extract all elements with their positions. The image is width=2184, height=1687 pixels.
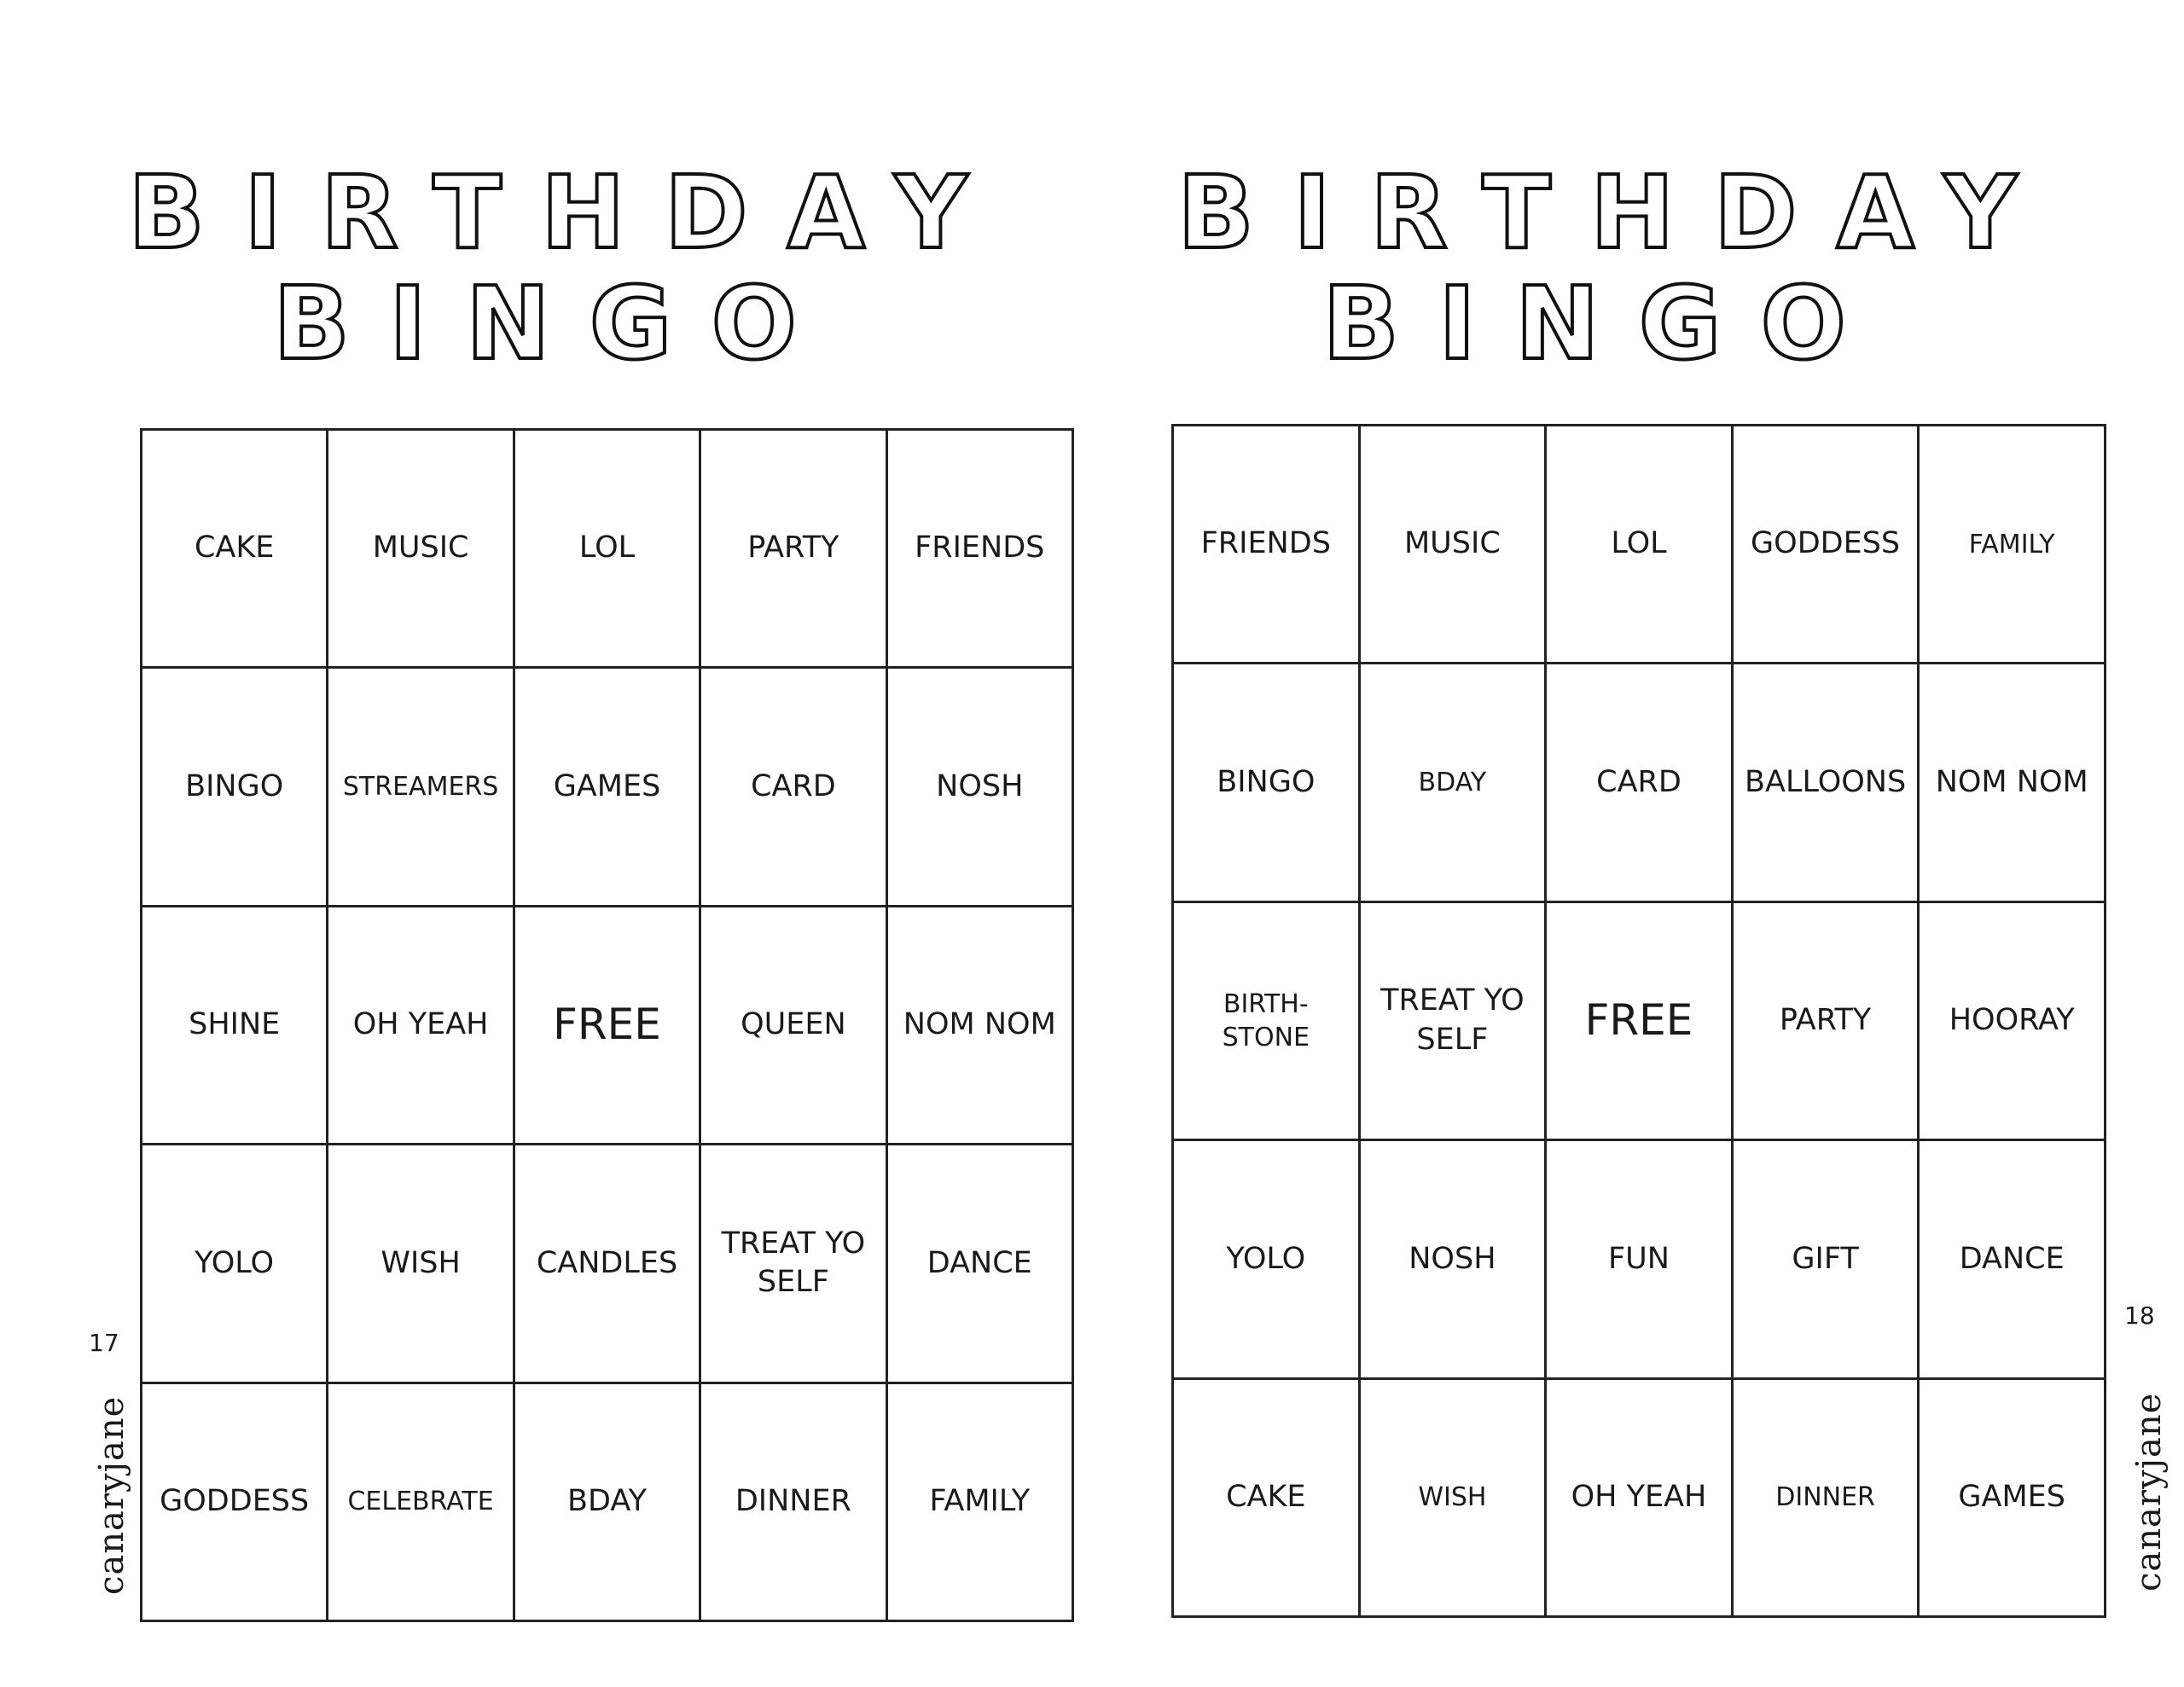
title-line-1: BIRTHDAY (128, 154, 1008, 271)
bingo-cell[interactable]: TREAT YO SELF (1361, 903, 1548, 1141)
bingo-cell[interactable]: BDAY (515, 1384, 701, 1622)
free-space-cell[interactable]: FREE (515, 907, 701, 1145)
bingo-cell[interactable]: BIRTH- STONE (1174, 903, 1361, 1141)
bingo-cell[interactable]: FAMILY (888, 1384, 1074, 1622)
title-line-2: BINGO (1322, 264, 1885, 382)
page-number: 18 (2124, 1301, 2155, 1330)
bingo-cell[interactable]: PARTY (701, 431, 887, 669)
bingo-cell[interactable]: CARD (1547, 664, 1734, 902)
page-title (128, 154, 1008, 382)
bingo-cell[interactable]: GAMES (515, 669, 701, 907)
bingo-cell[interactable]: STREAMERS (328, 669, 514, 907)
bingo-cell[interactable]: PARTY (1734, 903, 1920, 1141)
bingo-cell[interactable]: WISH (1361, 1380, 1548, 1618)
page-title (1177, 154, 2057, 382)
bingo-cell[interactable]: NOM NOM (888, 907, 1074, 1145)
bingo-cell[interactable]: CARD (701, 669, 887, 907)
bingo-cell[interactable]: NOSH (888, 669, 1074, 907)
bingo-cell[interactable]: FRIENDS (888, 431, 1074, 669)
brand-logo-text: canaryjane (92, 1395, 131, 1595)
bingo-cell[interactable]: WISH (328, 1145, 514, 1383)
bingo-cell[interactable]: FAMILY (1920, 426, 2106, 664)
bingo-cell[interactable]: CAKE (142, 431, 328, 669)
bingo-cell[interactable]: FRIENDS (1174, 426, 1361, 664)
bingo-cell[interactable]: CELEBRATE (328, 1384, 514, 1622)
bingo-cell[interactable]: LOL (515, 431, 701, 669)
title-line-1: BIRTHDAY (1177, 154, 2057, 271)
bingo-cell[interactable]: OH YEAH (328, 907, 514, 1145)
bingo-cell[interactable]: DINNER (1734, 1380, 1920, 1618)
bingo-cell[interactable]: DANCE (888, 1145, 1074, 1383)
bingo-cell[interactable]: CANDLES (515, 1145, 701, 1383)
bingo-cell[interactable]: GIFT (1734, 1141, 1920, 1379)
bingo-cell[interactable]: MUSIC (328, 431, 514, 669)
bingo-cell[interactable]: GAMES (1920, 1380, 2106, 1618)
bingo-cell[interactable]: HOORAY (1920, 903, 2106, 1141)
title-line-2: BINGO (273, 264, 836, 382)
brand-logo-text: canaryjane (2129, 1392, 2169, 1591)
bingo-cell[interactable]: NOM NOM (1920, 664, 2106, 902)
bingo-cell[interactable]: GODDESS (142, 1384, 328, 1622)
bingo-cell[interactable]: TREAT YO SELF (701, 1145, 887, 1383)
bingo-cell[interactable]: YOLO (1174, 1141, 1361, 1379)
bingo-cell[interactable]: BINGO (1174, 664, 1361, 902)
bingo-cell[interactable]: FUN (1547, 1141, 1734, 1379)
free-space-cell[interactable]: FREE (1547, 903, 1734, 1141)
bingo-cell[interactable]: BDAY (1361, 664, 1548, 902)
bingo-cell[interactable]: CAKE (1174, 1380, 1361, 1618)
bingo-cell[interactable]: OH YEAH (1547, 1380, 1734, 1618)
bingo-cell[interactable]: SHINE (142, 907, 328, 1145)
page-number: 17 (89, 1329, 119, 1357)
bingo-cell[interactable]: QUEEN (701, 907, 887, 1145)
bingo-cell[interactable]: YOLO (142, 1145, 328, 1383)
bingo-cell[interactable]: BINGO (142, 669, 328, 907)
bingo-cell[interactable]: GODDESS (1734, 426, 1920, 664)
bingo-cell[interactable]: BALLOONS (1734, 664, 1920, 902)
bingo-cell[interactable]: DINNER (701, 1384, 887, 1622)
bingo-grid (1171, 424, 2106, 1618)
bingo-cell[interactable]: NOSH (1361, 1141, 1548, 1379)
bingo-grid (140, 428, 1074, 1622)
bingo-cell[interactable]: MUSIC (1361, 426, 1548, 664)
bingo-cell[interactable]: LOL (1547, 426, 1734, 664)
bingo-page-right (1092, 0, 2184, 1687)
bingo-cell[interactable]: DANCE (1920, 1141, 2106, 1379)
